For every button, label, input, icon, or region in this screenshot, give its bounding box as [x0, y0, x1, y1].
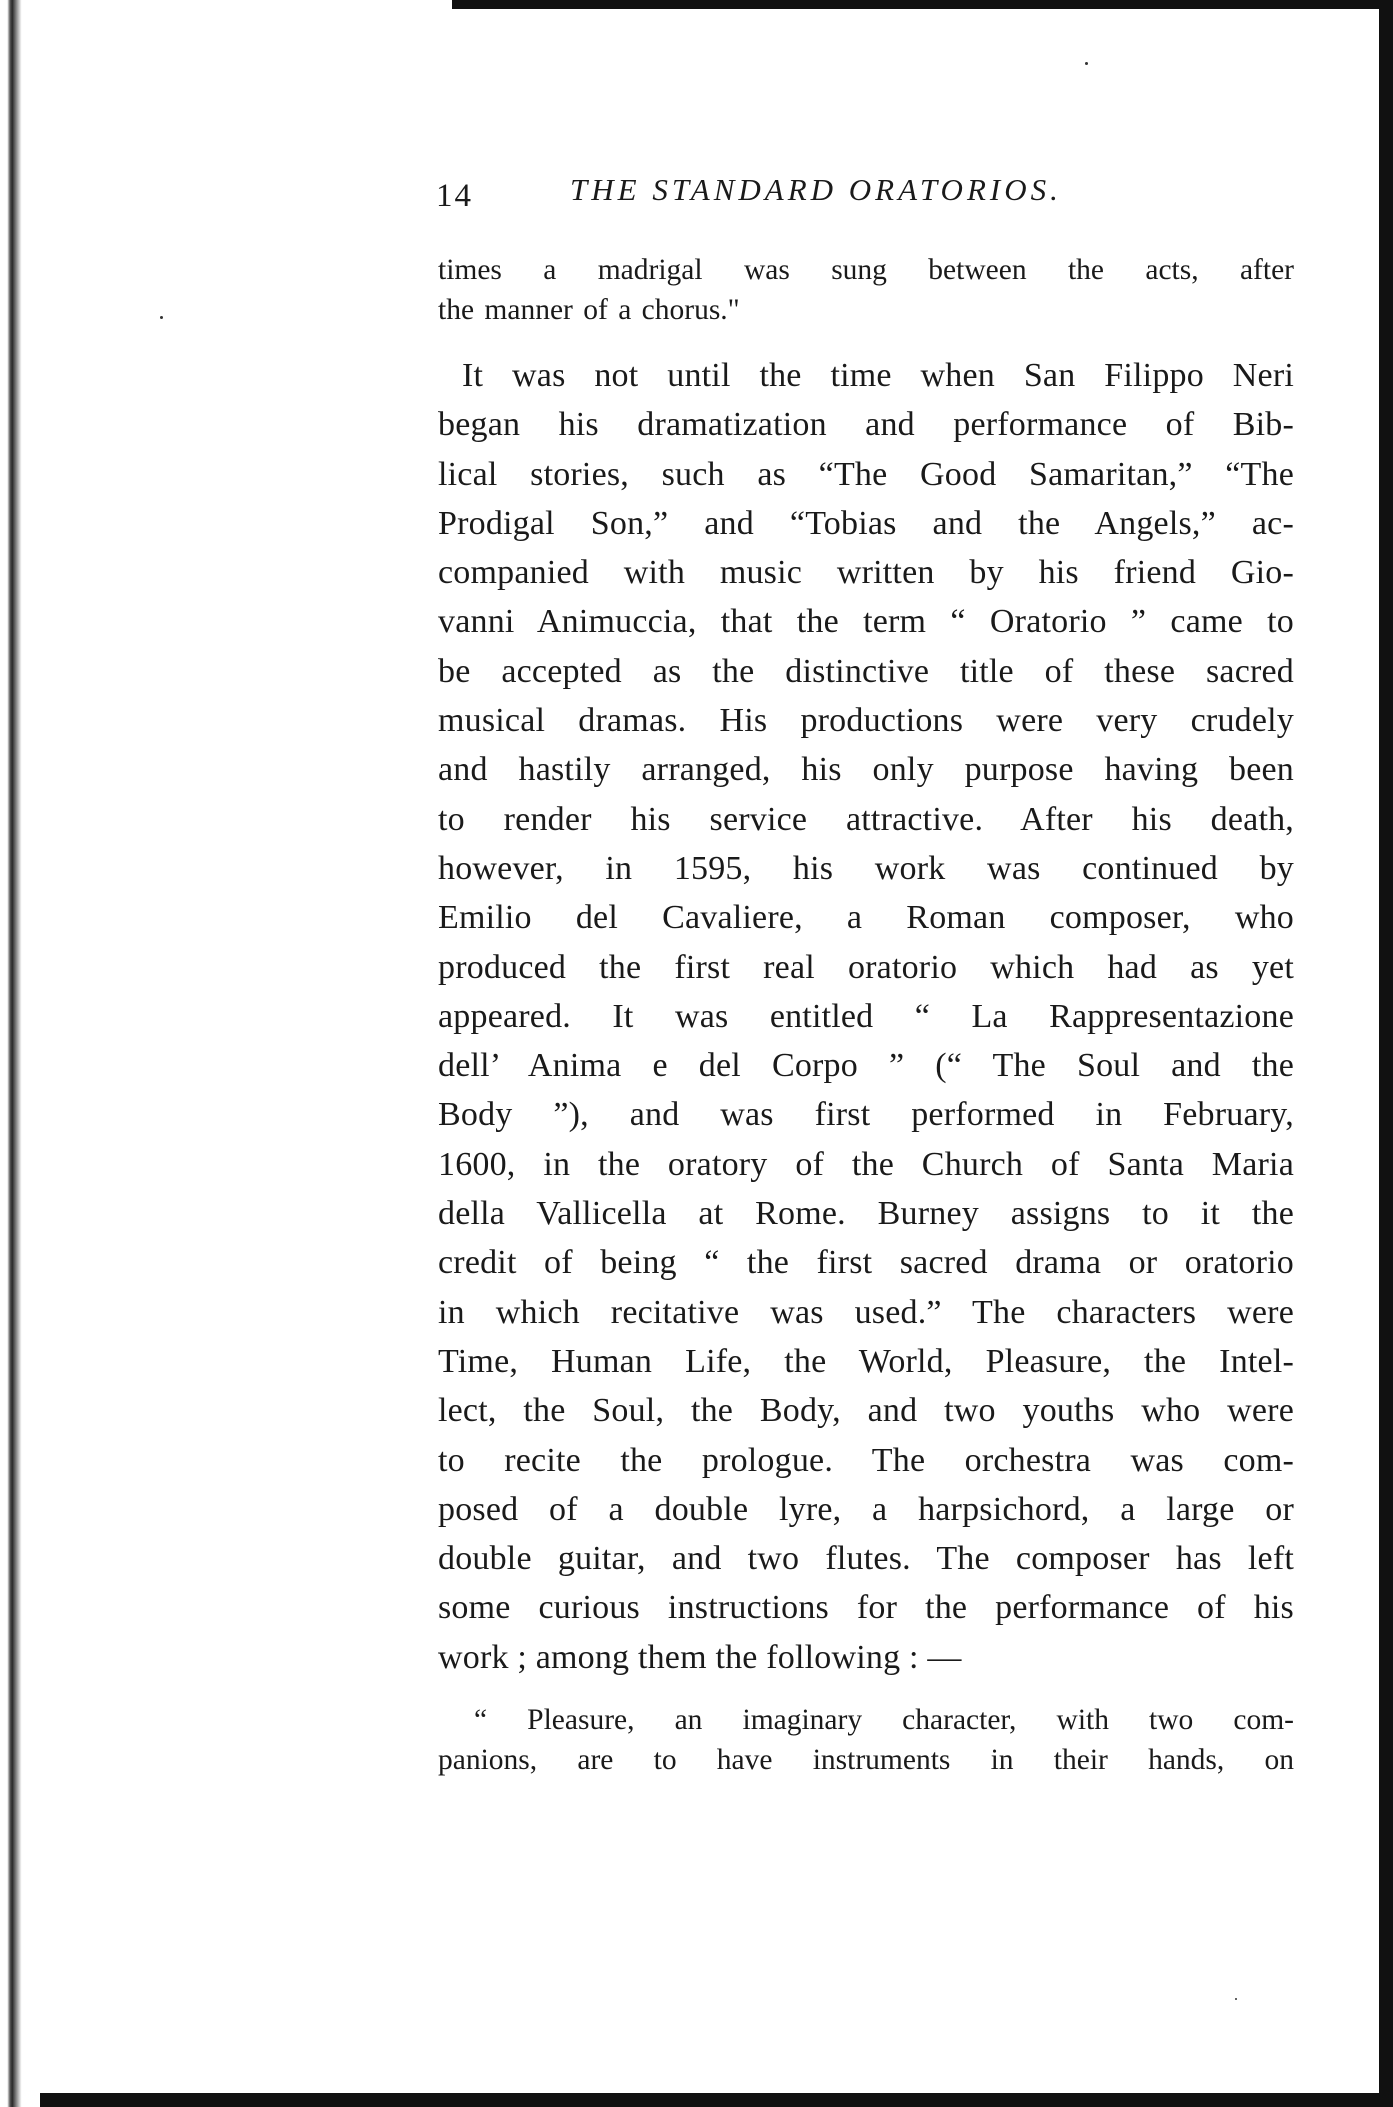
text-line: Prodigal Son,” and “Tobias and the Angels,” ac-	[438, 504, 1294, 542]
text-line: companied with music written by his friend Gio-	[438, 554, 1294, 592]
text-line: dell’ Anima e del Corpo ” (“ The Soul and the	[438, 1047, 1294, 1085]
scan-left-gutter	[0, 0, 36, 2107]
text-line: however, in 1595, his work was continued by	[438, 849, 1294, 887]
text-line: work ; among them the following : —	[438, 1638, 962, 1676]
text-line: Emilio del Cavaliere, a Roman composer, who	[438, 899, 1294, 937]
running-head	[436, 172, 1296, 222]
scan-bottom-border	[40, 2093, 1393, 2107]
page-number: 14	[436, 178, 473, 214]
text-line: to recite the prologue. The orchestra was com-	[438, 1441, 1294, 1479]
scan-top-border	[452, 0, 1393, 9]
running-title: THE STANDARD ORATORIOS.	[570, 172, 1062, 207]
scan-speck	[160, 316, 163, 319]
text-line: lect, the Soul, the Body, and two youths who were	[438, 1392, 1294, 1430]
text-line: musical dramas. His productions were very crudely	[438, 702, 1294, 740]
text-line: times a madrigal was sung between the acts, after	[438, 254, 1294, 286]
scan-speck	[1085, 62, 1088, 65]
text-line: appeared. It was entitled “ La Rappresentazione	[438, 997, 1294, 1035]
text-line: the manner of a chorus."	[438, 294, 740, 326]
text-line: to render his service attractive. After his death,	[438, 800, 1294, 838]
text-line: and hastily arranged, his only purpose having been	[438, 751, 1294, 789]
text-line: “ Pleasure, an imaginary character, with two com-	[474, 1704, 1294, 1736]
text-line: posed of a double lyre, a harpsichord, a large or	[438, 1490, 1294, 1528]
main-paragraph	[438, 351, 1294, 1682]
text-line: panions, are to have instruments in their hands, on	[438, 1744, 1294, 1776]
text-line: in which recitative was used.” The characters were	[438, 1293, 1294, 1331]
text-line: 1600, in the oratory of the Church of Santa Maria	[438, 1145, 1294, 1183]
text-line: began his dramatization and performance of Bib-	[438, 406, 1294, 444]
text-line: credit of being “ the first sacred drama or oratorio	[438, 1244, 1294, 1282]
text-line: lical stories, such as “The Good Samaritan,” “The	[438, 455, 1294, 493]
text-line: vanni Animuccia, that the term “ Oratorio ” came to	[438, 603, 1294, 641]
quote-paragraph	[438, 1700, 1294, 1780]
opening-paragraph	[438, 250, 1294, 330]
text-line: some curious instructions for the performance of his	[438, 1589, 1294, 1627]
text-line: produced the first real oratorio which had as yet	[438, 948, 1294, 986]
text-line: It was not until the time when San Filippo Neri	[462, 357, 1294, 394]
scan-right-border	[1379, 0, 1393, 2107]
text-line: Body ”), and was first performed in February,	[438, 1096, 1294, 1134]
text-line: double guitar, and two flutes. The composer has left	[438, 1540, 1294, 1578]
text-line: Time, Human Life, the World, Pleasure, the Intel-	[438, 1342, 1294, 1380]
text-line: della Vallicella at Rome. Burney assigns to it the	[438, 1195, 1294, 1233]
text-line: be accepted as the distinctive title of these sacred	[438, 652, 1294, 690]
scan-speck	[1235, 1998, 1237, 2000]
